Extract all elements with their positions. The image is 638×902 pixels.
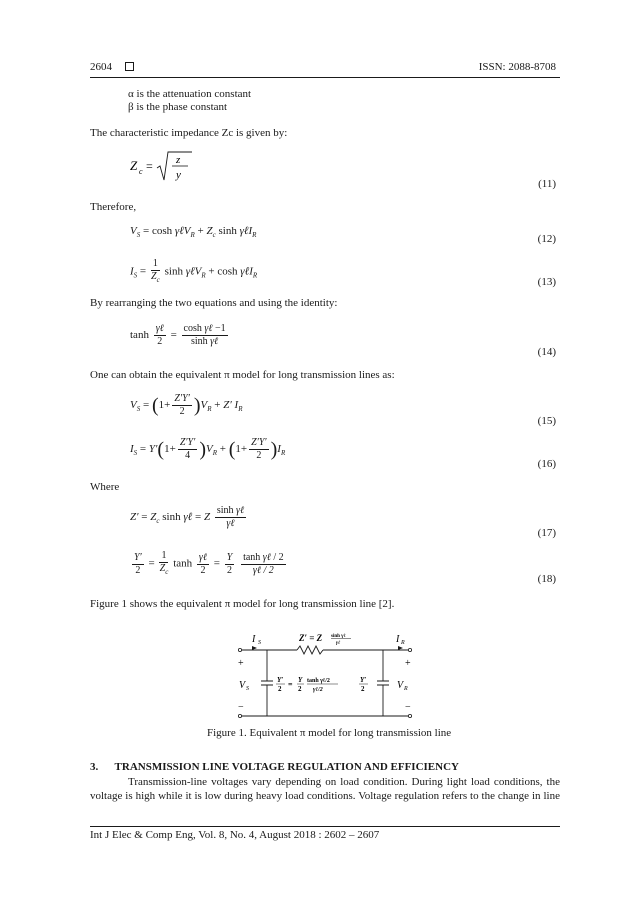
svg-text:z: z — [176, 154, 181, 166]
y-left-num: Y′ — [277, 676, 284, 684]
zprime-label: Z′ = Z — [299, 633, 323, 643]
vs-label: V — [239, 680, 246, 691]
is-label: I — [252, 634, 256, 645]
equation-18: $\frac{Y'}{2}$ = $\frac{1}{Z_c}$ tanh $\frac{\text{γℓ}}{2}$ = $\frac{Y}{2}$ $\frac{\text{tanh γℓ / 2}}{\text{γℓ / 2}}$ — [134, 550, 284, 576]
equation-14: tanh $\frac{\text{γℓ}}{2}$ = $\frac{\text{cosh γℓ −1}}{\text{sinh γℓ}}$ — [130, 323, 226, 347]
equation-13: $I_S$ = $\frac{1}{Z_c}$ sinh γℓV$_R$ + cosh γℓI$_R$ — [130, 258, 258, 284]
eq11-svg — [130, 150, 210, 186]
ir-sub-label: R — [401, 640, 405, 646]
eq-number-13: (13) — [537, 276, 556, 288]
eq-number-17: (17) — [537, 527, 556, 539]
char-impedance-text: The characteristic impedance Zc is given by: — [90, 127, 288, 139]
section-paragraph-line-1: Transmission-line voltages vary depending on load condition. During light load conditions, the — [128, 776, 560, 788]
equation-11 — [130, 150, 210, 189]
where-text: Where — [90, 481, 120, 493]
y-right-num: Y′ — [360, 676, 367, 684]
svg-text:y: y — [176, 169, 181, 181]
vs-sub-label: S — [246, 686, 249, 692]
pi-model-circuit — [235, 628, 415, 723]
alpha-definition: α is the attenuation constant — [128, 88, 252, 100]
issn: ISSN: 2088-8708 — [478, 61, 556, 73]
vr-label: V — [397, 680, 404, 691]
page-number: 2604 — [90, 61, 112, 73]
svg-text:c: c — [139, 167, 143, 176]
eq-number-16: (16) — [537, 458, 556, 470]
rearranging-text: By rearranging the two equations and using the identity: — [90, 297, 338, 309]
minus-right: − — [405, 702, 411, 713]
therefore-text: Therefore, — [90, 201, 137, 213]
eq-number-11: (11) — [538, 178, 556, 190]
y-right-den: 2 — [361, 685, 365, 693]
y-tanh-den: γℓ/2 — [313, 687, 323, 693]
z-frac-den: γℓ — [336, 641, 341, 646]
minus-left: − — [238, 702, 244, 713]
footer-rule — [90, 826, 560, 827]
y-tanh-num: tanh γℓ/2 — [307, 678, 330, 684]
equation-16: $I_S = Y'(1+$ $\frac{Z'Y'}{4}$ )$V_R + (1+$ $\frac{Z'Y'}{2}$ )$I_R$ — [130, 437, 286, 461]
pi-model-figure — [235, 628, 415, 726]
obtain-model-text: One can obtain the equivalent π model for long transmission lines as: — [90, 369, 395, 381]
svg-text:=: = — [146, 159, 153, 173]
equation-12: $V_S = \cosh$ γℓV$_R$ + $Z_c$ sinh γℓI$_R$ — [130, 225, 257, 240]
y-equals: = — [288, 680, 293, 689]
header-box-icon — [125, 62, 134, 71]
section-paragraph-line-2: voltage is high while it is low during heavy load conditions. Voltage regulation refers to the change in line — [90, 790, 560, 802]
eq-number-12: (12) — [537, 233, 556, 245]
is-sub-label: S — [258, 640, 261, 646]
equation-17: $Z' = Z_c$ sinh γℓ = Z $\frac{\text{sinh γℓ}}{\text{γℓ}}$ — [130, 505, 245, 529]
plus-right: + — [405, 658, 411, 669]
ir-label: I — [396, 634, 400, 645]
y-frac-num: Y — [298, 676, 303, 684]
figure-ref-text: Figure 1 shows the equivalent π model for long transmission line [2]. — [90, 598, 395, 610]
figure-caption: Figure 1. Equivalent π model for long transmission line — [207, 727, 452, 739]
header-rule — [90, 77, 560, 78]
beta-definition: β is the phase constant — [128, 101, 228, 113]
footer-citation: Int J Elec & Comp Eng, Vol. 8, No. 4, August 2018 : 2602 – 2607 — [90, 829, 380, 841]
svg-text:Z: Z — [130, 158, 138, 173]
section-heading: 3. TRANSMISSION LINE VOLTAGE REGULATION AND EFFICIENCY — [90, 761, 459, 773]
y-frac-den: 2 — [298, 685, 302, 693]
eq-number-15: (15) — [537, 415, 556, 427]
plus-left: + — [238, 658, 244, 669]
y-left-den: 2 — [278, 685, 282, 693]
equation-15: $V_S = (1+$ $\frac{Z'Y'}{2}$ )$V_R + Z'$ $I_R$ — [130, 393, 243, 417]
z-frac-num: sinh γℓ — [331, 634, 346, 639]
eq-number-14: (14) — [537, 346, 556, 358]
vr-sub-label: R — [404, 686, 408, 692]
eq-number-18: (18) — [537, 573, 556, 585]
